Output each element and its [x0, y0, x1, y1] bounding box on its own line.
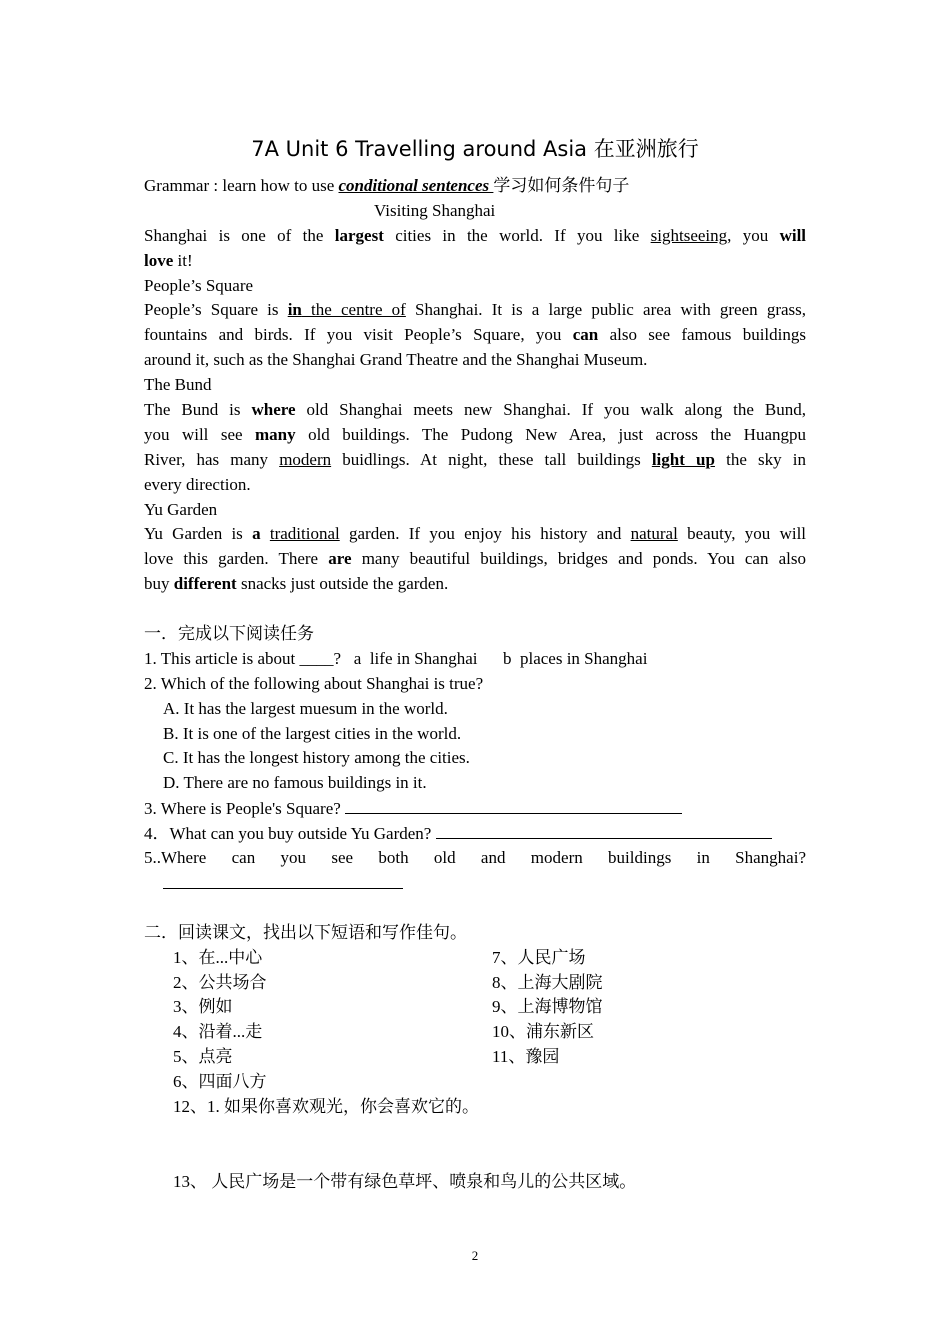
question-4 — [144, 821, 806, 846]
underlined-text: modern — [279, 449, 332, 469]
answer-blank-3[interactable] — [345, 796, 682, 814]
text: many beautiful buildings, bridges and ponds. You can also — [351, 549, 806, 569]
phrase-list-right — [492, 946, 806, 1095]
bold-text: will — [779, 225, 807, 245]
question-2-option-d: D. There are no famous buildings in it. — [163, 773, 427, 793]
phrase-item: 3、例如 — [173, 997, 233, 1017]
text: it! — [173, 250, 193, 270]
page-title: 7A Unit 6 Travelling around Asia 在亚洲旅行 — [251, 137, 699, 161]
phrase-list-left — [144, 946, 492, 1095]
people-line-2 — [144, 323, 806, 348]
answer-blank-4[interactable] — [436, 821, 772, 839]
spacer — [144, 896, 806, 921]
text: River, has many — [144, 449, 280, 469]
question-2: 2. Which of the following about Shanghai is true? — [144, 673, 484, 693]
bold-text: a — [252, 524, 261, 544]
spacer — [144, 597, 806, 622]
page-number: 2 — [471, 1248, 479, 1263]
intro-line-1 — [144, 224, 806, 249]
phrase-item: 2、公共场合 — [173, 972, 267, 992]
phrase-item: 6、四面八方 — [173, 1072, 267, 1092]
grammar-suffix: 学习如何条件句子 — [493, 176, 630, 195]
bund-line-1 — [144, 398, 806, 423]
section1-heading: 一．完成以下阅读任务 — [144, 624, 314, 644]
people-line-1 — [144, 298, 806, 323]
question-2-option-a: A. It has the largest muesum in the world. — [163, 698, 448, 718]
text: fountains and birds. If you visit People’s Square, you — [144, 325, 573, 345]
grammar-prefix: Grammar : learn how to use — [144, 176, 339, 195]
text: garden. If you enjoy his history and — [339, 524, 631, 544]
section2-heading: 二．回读课文，找出以下短语和写作佳句。 — [144, 922, 467, 942]
intro-line-2 — [144, 249, 806, 274]
phrase-item: 11、豫园 — [492, 1047, 560, 1067]
text: People’s Square is — [144, 300, 288, 320]
underlined-text: the centre of — [301, 300, 406, 320]
phrase-item: 5、点亮 — [173, 1047, 233, 1067]
bold-text: many — [255, 424, 296, 444]
question-3 — [144, 796, 806, 821]
bold-underlined-text: light up — [651, 449, 715, 469]
bold-text: are — [328, 549, 352, 569]
text — [261, 524, 270, 543]
phrase-item: 8、上海大剧院 — [492, 972, 603, 992]
yu-line-3 — [144, 572, 806, 597]
underlined-text: sightseeing — [650, 225, 728, 245]
sentence-13: 13、 人民广场是一个带有绿色草坪、喷泉和鸟儿的公共区域。 — [173, 1171, 637, 1191]
text: also see famous buildings — [598, 325, 806, 345]
passage-heading: Visiting Shanghai — [374, 200, 496, 220]
phrase-item: 9、上海博物馆 — [492, 997, 603, 1017]
phrase-item: 1、在...中心 — [173, 947, 263, 967]
sentence-12: 12、1. 如果你喜欢观光，你会喜欢它的。 — [173, 1096, 479, 1116]
bund-line-3 — [144, 448, 806, 473]
text: old Shanghai meets new Shanghai. If you walk along the Bund, — [295, 400, 806, 420]
bold-text: largest — [334, 225, 384, 245]
text: the sky in — [714, 449, 806, 469]
question-1: 1. This article is about ____? a life in Shanghai b places in Shanghai — [144, 648, 648, 668]
people-heading: People’s Square — [144, 275, 254, 295]
phrase-item: 7、人民广场 — [492, 947, 586, 967]
text: , you — [727, 225, 780, 245]
question-5-answer-row — [144, 871, 806, 896]
bund-heading: The Bund — [144, 375, 212, 395]
text: The Bund is — [144, 400, 252, 420]
grammar-line — [144, 174, 806, 199]
spacer — [144, 1145, 806, 1170]
text: old buildings. The Pudong New Area, just across the Huangpu — [295, 424, 806, 444]
text: buidlings. At night, these tall buildings — [331, 449, 652, 469]
text: Shanghai is one of the — [144, 225, 335, 245]
bold-text: love — [144, 250, 174, 270]
yu-line-2 — [144, 547, 806, 572]
question-2-option-c: C. It has the longest history among the cities. — [163, 748, 470, 768]
spacer — [144, 1120, 806, 1145]
text: snacks just outside the garden. — [236, 574, 449, 594]
question-4-text: 4．What can you buy outside Yu Garden? — [144, 824, 436, 844]
document-body — [144, 174, 806, 1195]
question-2-option-b: B. It is one of the largest cities in the world. — [163, 723, 462, 743]
text: beauty, you will — [677, 524, 807, 544]
yu-line-1 — [144, 522, 806, 547]
bold-underlined-text: in — [287, 300, 302, 320]
answer-blank-5[interactable] — [163, 871, 403, 889]
text: Yu Garden is — [144, 524, 253, 544]
bund-line-2 — [144, 423, 806, 448]
text: love this garden. There — [144, 549, 329, 569]
text: Shanghai. It is a large public area with green grass, — [405, 300, 807, 320]
text: buy — [144, 574, 174, 594]
grammar-term: conditional sentences — [338, 176, 494, 195]
bold-text: different — [173, 574, 237, 594]
text: you will see — [144, 424, 255, 444]
people-line-3: around it, such as the Shanghai Grand Theatre and the Shanghai Museum. — [144, 350, 648, 370]
text: cities in the world. If you like — [383, 225, 651, 245]
bold-text: where — [251, 400, 296, 420]
bold-text: can — [572, 325, 599, 345]
yu-heading: Yu Garden — [144, 499, 218, 519]
phrase-list — [144, 946, 806, 1095]
bund-line-4: every direction. — [144, 474, 251, 494]
underlined-text: natural — [630, 524, 678, 544]
phrase-item: 10、浦东新区 — [492, 1022, 594, 1042]
question-3-text: 3. Where is People's Square? — [144, 799, 346, 819]
underlined-text: traditional — [269, 524, 340, 544]
phrase-item: 4、沿着...走 — [173, 1022, 263, 1042]
question-5: 5..Where can you see both old and modern buildings in Shanghai? — [144, 848, 806, 868]
